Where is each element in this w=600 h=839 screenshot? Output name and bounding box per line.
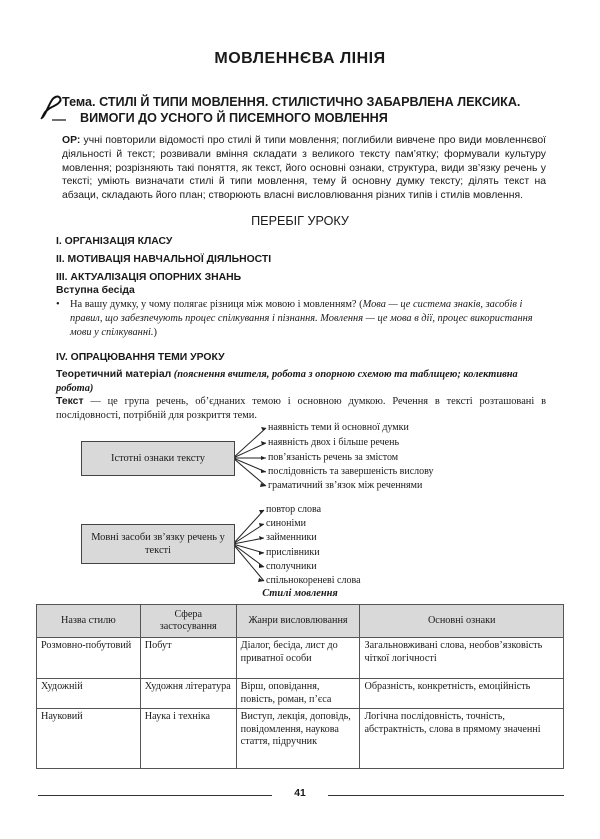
lesson-topic	[62, 94, 552, 126]
table-row	[37, 638, 564, 679]
table-row	[37, 679, 564, 709]
table-header-row	[37, 605, 564, 638]
section-2: II. МОТИВАЦІЯ НАВЧАЛЬНОЇ ДІЯЛЬНОСТІ	[56, 254, 272, 265]
page-number: 41	[294, 788, 306, 799]
section-3: III. АКТУАЛІЗАЦІЯ ОПОРНИХ ЗНАНЬ	[56, 272, 242, 283]
table-cell: Художня література	[140, 679, 236, 709]
table-cell: Вірш, оповідання, повість, роман, п’єса	[236, 679, 360, 709]
table-cell: Розмовно-побутовий	[37, 638, 141, 679]
diagram-2-item: сполучники	[266, 561, 317, 572]
theory-note	[56, 368, 546, 396]
theory-details: (пояснення вчителя, робота з опорною схемою та таблицею; колективна робота)	[56, 369, 518, 394]
topic-line-1: СТИЛІ Й ТИПИ МОВЛЕННЯ. СТИЛІСТИЧНО ЗАБАРВЛЕНА ЛЕКСИКА.	[99, 95, 521, 109]
lesson-flow-title: ПЕРЕБІГ УРОКУ	[251, 214, 349, 228]
section-1: I. ОРГАНІЗАЦІЯ КЛАСУ	[56, 236, 173, 247]
diagram-2-box: Мовні засоби зв’язку речень у тексті	[81, 524, 235, 564]
topic-line-2: ВИМОГИ ДО УСНОГО Й ПИСЕМНОГО МОВЛЕННЯ	[80, 111, 388, 125]
table-header: Жанри висловлювання	[236, 605, 360, 638]
diagram-2-item: спільнокореневі слова	[266, 575, 361, 586]
definition-term: Текст	[56, 396, 84, 407]
table-cell: Художній	[37, 679, 141, 709]
learning-outcomes	[62, 134, 546, 203]
section-3-subtitle: Вступна бесіда	[56, 285, 135, 296]
footer-rule-right	[328, 795, 564, 796]
objectives-text: учні повторили відомості про стилі й типи мовлення; поглибили вивчене про види мовленнєвої діяльності й текст; розвивали вміння складати з великого тексту пам’ятку; формували культуру мовлення; розрізняють такі поняття, як текст, його основні ознаки, структура, види зв’язку речень у тексті; уміють визначати стилі й типи мовлення, тему й основну думку тексту; ділять текст на абзаци, складають його план; створюють власні висловлювання різних типів і стилів мовлення.	[62, 135, 546, 202]
answer-text: Мова — це система знаків, засобів і правил, що забезпечують процес спілкування і пізнання. Мовлення — це мова в дії, процес використання мови у спілкуванні.	[70, 299, 533, 338]
diagram-1-item: граматичний зв’язок між реченнями	[268, 480, 423, 491]
styles-table	[36, 604, 564, 769]
objectives-label: ОР:	[62, 135, 81, 146]
table-caption: Стилі мовлення	[262, 588, 338, 599]
table-cell: Образність, конкретність, емоційність	[360, 679, 564, 709]
table-header: Назва стилю	[37, 605, 141, 638]
diagram-1-item: наявність двох і більше речень	[268, 437, 400, 448]
definition-text: — це група речень, об’єднаних темою і основною думкою. Речення в тексті розташовані в послідовності, потрібній для розкриття теми.	[56, 396, 546, 421]
table-cell: Загальновживані слова, необов’язковість чіткої логічності	[360, 638, 564, 679]
table-cell: Виступ, лекція, доповідь, повідомлення, наукова стаття, підручник	[236, 709, 360, 769]
footer-rule-left	[38, 795, 272, 796]
table-cell: Логічна послідовність, точність, абстрактність, слова в прямому значенні	[360, 709, 564, 769]
table-cell: Побут	[140, 638, 236, 679]
diagram-2-item: займенники	[266, 532, 317, 543]
table-cell: Наука і техніка	[140, 709, 236, 769]
diagram-1-item: пов’язаність речень за змістом	[268, 452, 399, 463]
question-text: На вашу думку, у чому полягає різниця між мовою і мовленням? (	[70, 299, 363, 310]
answer-close: )	[153, 327, 157, 338]
diagram-1-item: наявність теми й основної думки	[268, 422, 409, 433]
diagram-2-item: синоніми	[266, 518, 306, 529]
diagram-2-item: повтор слова	[266, 504, 322, 515]
table-header: Сфера застосування	[140, 605, 236, 638]
diagram-2-item: прислівники	[266, 547, 320, 558]
page-title: МОВЛЕННЄВА ЛІНІЯ	[214, 50, 386, 67]
bullet-icon: •	[56, 299, 60, 310]
theory-lead: Теоретичний матеріал	[56, 369, 172, 380]
section-4: IV. ОПРАЦЮВАННЯ ТЕМИ УРОКУ	[56, 352, 225, 363]
table-row	[37, 709, 564, 769]
diagram-1-item: послідовність та завершеність вислову	[268, 466, 434, 477]
table-cell: Науковий	[37, 709, 141, 769]
table-header: Основні ознаки	[360, 605, 564, 638]
intro-question	[56, 298, 546, 340]
topic-label: Тема.	[62, 95, 96, 109]
text-definition	[56, 395, 546, 423]
diagram-1-box: Істотні ознаки тексту	[81, 441, 235, 476]
table-cell: Діалог, бесіда, лист до приватної особи	[236, 638, 360, 679]
